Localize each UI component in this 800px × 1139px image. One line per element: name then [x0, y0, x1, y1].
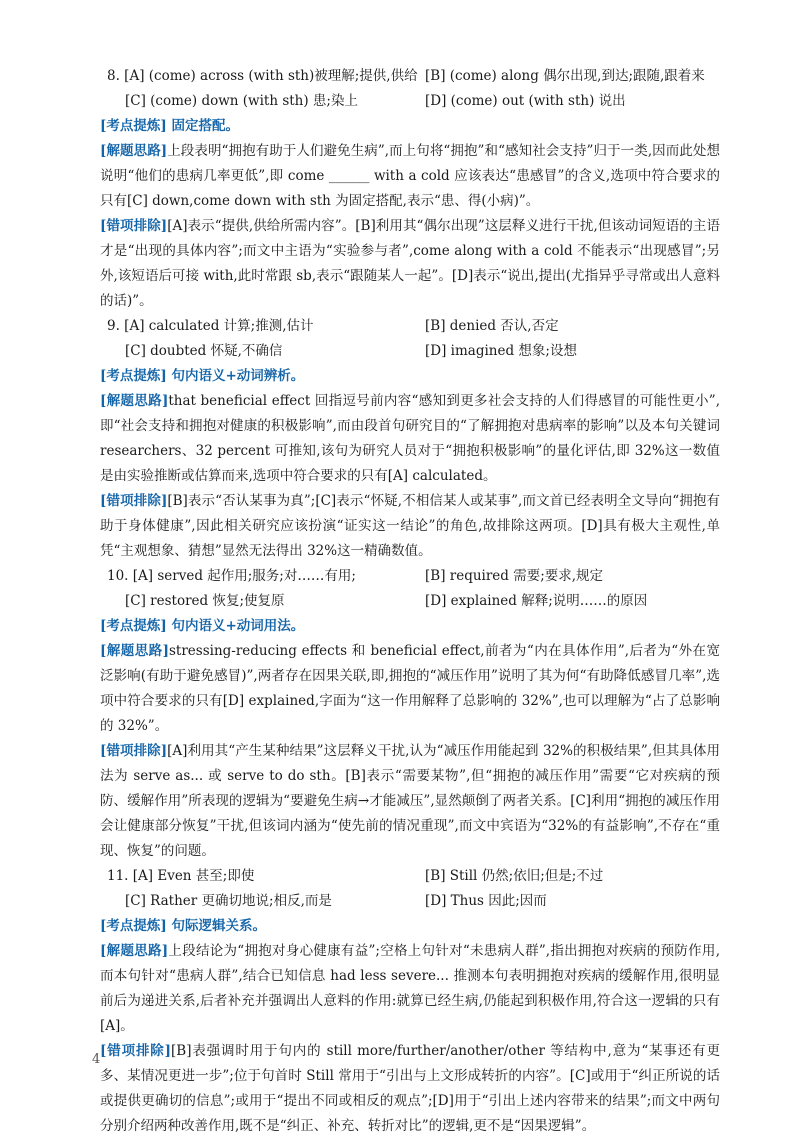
page-number: 4: [92, 1052, 101, 1067]
option-b: [B] (come) along 偶尔出现,到达;跟随,跟着来: [425, 68, 705, 84]
option-d: [D] explained 解释;说明……的原因: [425, 593, 648, 609]
jieti-text: that beneficial effect 回指逗号前内容“感知到更多社会支持的人们得感冒的可能性更小”,即“社会支持和拥抱对健康的积极影响”,而由段首句研究目的“了解拥抱对患病率的影响”以及本句关键词 researchers、32 percent 可推知,该句为研究人员对于“拥抱积极影响”的量化评估,即 32%这一数值是由实验推断或估算而来,选项中符合要求的只有[A] calculated。: [100, 393, 720, 484]
jieti-paragraph: [100, 939, 720, 1039]
cuoxiang-text: [A]利用其“产生某种结果”这层释义干扰,认为“减压作用能起到 32%的积极结果”,但其具体用法为 serve as... 或 serve to do sth。[B]表示“需要某物”,但“拥抱的减压作用”需要“它对疾病的预防、缓解作用”所表现的逻辑为“要避免生病→才能减压”,显然颠倒了两者关系。[C]利用“拥抱的减压作用会让健康部分恢复”干扰,但该词内涵为“使先前的情况重现”,而文中宾语为“32%的有益影响”,不存在“重现、恢复”的问题。: [100, 743, 720, 859]
jieti-paragraph: [100, 639, 720, 739]
option-row: [100, 889, 720, 914]
cuoxiang-paragraph: [100, 739, 720, 864]
option-d: [D] Thus 因此;因而: [425, 893, 547, 909]
option-a: 10. [A] served 起作用;服务;对……有用;: [107, 568, 356, 584]
option-b: [B] Still 仍然;依旧;但是;不过: [425, 868, 604, 884]
option-b: [B] required 需要;要求,规定: [425, 568, 604, 584]
page-content: [100, 64, 720, 1139]
jieti-text: 上段结论为“拥抱对身心健康有益”;空格上句针对“未患病人群”,指出拥抱对疾病的预防作用,而本句针对“患病人群”,结合已知信息 had less severe... 推测本句表明拥抱对疾病的缓解作用,很明显前后为递进关系,后者补充并强调出人意料的作用:就算已经生病,仍能起到积极作用,符合这一逻辑的只有[A]。: [100, 943, 720, 1034]
option-row: [100, 339, 720, 364]
option-c: [C] doubted 怀疑,不确信: [125, 343, 283, 359]
option-c: [C] Rather 更确切地说;相反,而是: [125, 893, 332, 909]
option-b: [B] denied 否认,否定: [425, 318, 559, 334]
option-row: [100, 589, 720, 614]
cuoxiang-text: [B]表强调时用于句内的 still more/further/another/other 等结构中,意为“某事还有更多、某情况更进一步”;位于句首时 Still 常用于“引出与上文形成转折的内容”。[C]或用于“纠正所说的话或提供更确切的信息”;或用于“提出不同或相反的观点”;[D]用于“引出上述内容带来的结果”;而文中两句分别介绍两种改善作用,既不是“纠正、补充、转折对比”的逻辑,更不是“因果逻辑”。: [100, 1043, 720, 1134]
option-row: [100, 64, 720, 89]
jieti-text: stressing-reducing effects 和 beneficial effect,前者为“内在具体作用”,后者为“外在宽泛影响(有助于避免感冒)”,两者存在因果关联,即,拥抱的“减压作用”说明了其为何“有助降低感冒几率”,选项中符合要求的只有[D] explained,字面为“这一作用解释了总影响的 32%”,也可以理解为“占了总影响的 32%”。: [100, 643, 721, 734]
cuoxiang-paragraph: [100, 489, 720, 564]
option-c: [C] (come) down (with sth) 患;染上: [125, 93, 358, 109]
option-d: [D] (come) out (with sth) 说出: [425, 93, 626, 109]
option-a: 9. [A] calculated 计算;推测,估计: [107, 318, 314, 334]
option-row: [100, 314, 720, 339]
question-block: [100, 864, 720, 1139]
jieti-text: 上段表明“拥抱有助于人们避免生病”,而上句将“拥抱”和“感知社会支持”归于一类,因而此处想说明“他们的患病几率更低”,即 come ______ with a cold 应该表达“患感冒”的含义,选项中符合要求的只有[C] down,come down with sth 为固定搭配,表示“患、得(小病)”。: [100, 143, 720, 209]
option-row: [100, 564, 720, 589]
kaodian-heading: [考点提炼] 固定搭配。: [100, 118, 239, 134]
jieti-tag: [解题思路]: [100, 393, 169, 409]
cuoxiang-tag: [错项排除]: [100, 218, 168, 234]
cuoxiang-tag: [错项排除]: [100, 1043, 172, 1059]
option-d: [D] imagined 想象;设想: [425, 343, 577, 359]
cuoxiang-paragraph: [100, 214, 720, 314]
cuoxiang-tag: [错项排除]: [100, 743, 168, 759]
jieti-tag: [解题思路]: [100, 943, 169, 959]
option-a: 8. [A] (come) across (with sth)被理解;提供,供给: [107, 68, 418, 84]
kaodian-heading: [考点提炼] 句际逻辑关系。: [100, 918, 266, 934]
option-a: 11. [A] Even 甚至;即使: [107, 868, 255, 884]
cuoxiang-tag: [错项排除]: [100, 493, 168, 509]
kaodian-heading: [考点提炼] 句内语义+动词辨析。: [100, 368, 305, 384]
kaodian-heading: [考点提炼] 句内语义+动词用法。: [100, 618, 305, 634]
cuoxiang-text: [B]表示“否认某事为真”;[C]表示“怀疑,不相信某人或某事”,而文首已经表明全文导向“拥抱有助于身体健康”,因此相关研究应该扮演“证实这一结论”的角色,故排除这两项。[D]具有极大主观性,单凭“主观想象、猜想”显然无法得出 32%这一精确数值。: [100, 493, 720, 559]
question-block: [100, 314, 720, 564]
option-c: [C] restored 恢复;使复原: [125, 593, 285, 609]
jieti-paragraph: [100, 139, 720, 214]
question-block: [100, 564, 720, 864]
cuoxiang-text: [A]表示“提供,供给所需内容”。[B]利用其“偶尔出现”这层释义进行干扰,但该动词短语的主语才是“出现的具体内容”;而文中主语为“实验参与者”,come along with a cold 不能表示“出现感冒”;另外,该短语后可接 with,此时常跟 sb,表示“跟随某人一起”。[D]表示“说出,提出(尤指异乎寻常或出人意料的话)”。: [100, 218, 720, 309]
jieti-tag: [解题思路]: [100, 143, 168, 159]
jieti-paragraph: [100, 389, 720, 489]
option-row: [100, 89, 720, 114]
cuoxiang-paragraph: [100, 1039, 720, 1139]
question-block: [100, 64, 720, 314]
jieti-tag: [解题思路]: [100, 643, 169, 659]
option-row: [100, 864, 720, 889]
